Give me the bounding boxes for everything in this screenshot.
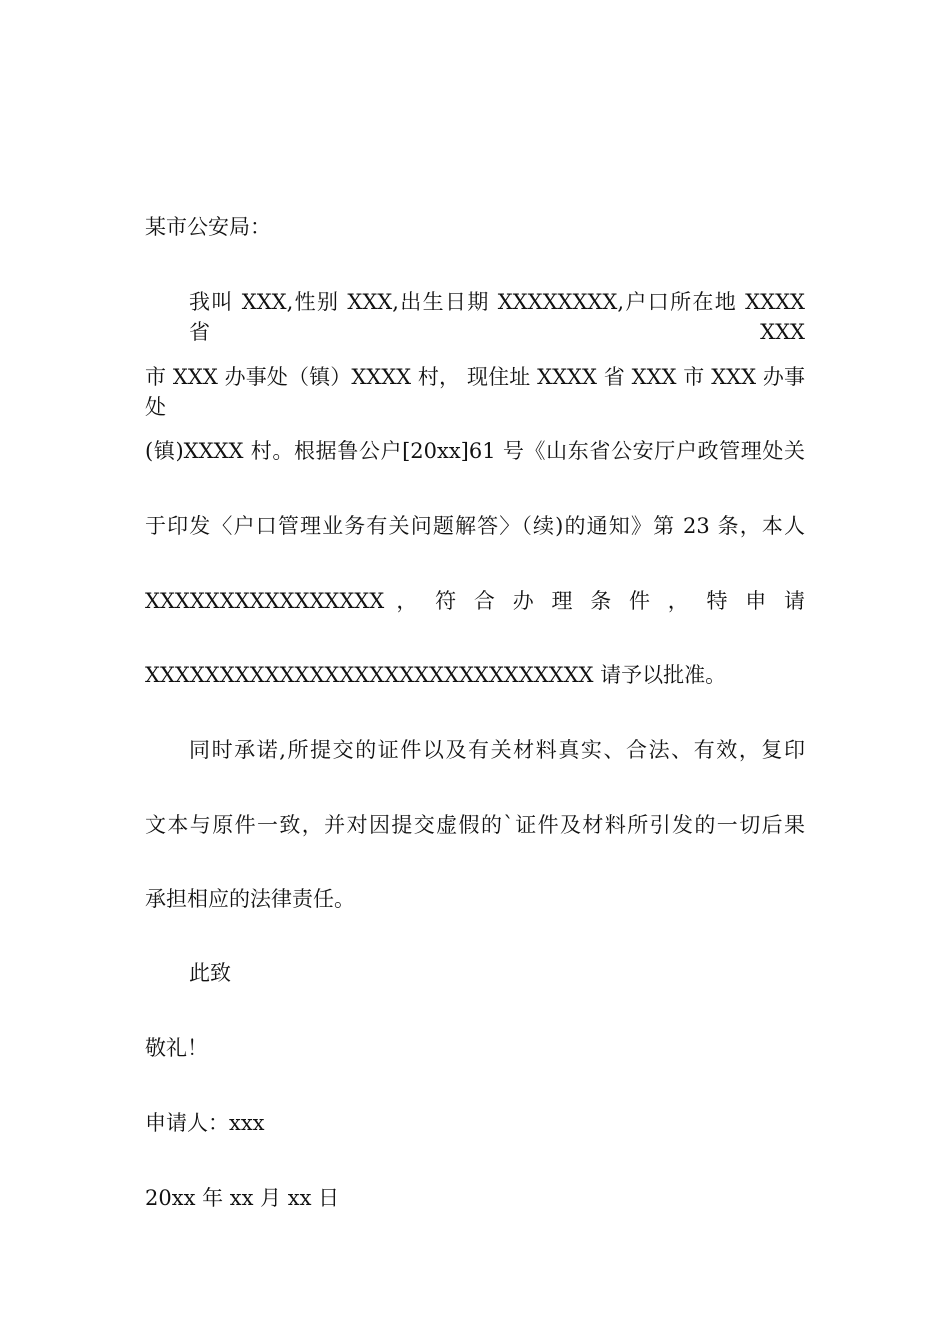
paragraph2-line2: 文本与原件一致，并对因提交虚假的`证件及材料所引发的一切后果: [145, 813, 805, 837]
paragraph1-line3: (镇)XXXX 村。根据鲁公户[20xx]61 号《山东省公安厅户政管理处关: [145, 439, 805, 463]
paragraph2-line3: 承担相应的法律责任。: [145, 887, 355, 911]
paragraph1-line4: 于印发〈户口管理业务有关问题解答〉（续)的通知》第 23 条，本人: [145, 514, 805, 538]
paragraph1-line5: XXXXXXXXXXXXXXXX ， 符 合 办 理 条 件 ， 特 申 请: [145, 589, 805, 613]
closing-jing-li: 敬礼！: [145, 1036, 208, 1060]
salutation: 某市公安局：: [145, 215, 271, 239]
applicant-signature: 申请人：xxx: [145, 1111, 265, 1135]
closing-ci-zhi: 此致: [189, 961, 231, 985]
paragraph1-line6: XXXXXXXXXXXXXXXXXXXXXXXXXXXXXX 请予以批准。: [145, 663, 727, 687]
paragraph2-line1: 同时承诺,所提交的证件以及有关材料真实、合法、有效，复印: [189, 738, 805, 762]
paragraph1-line2: 市 XXX 办事处（镇）XXXX 村， 现住址 XXXX 省 XXX 市 XXX 办事处: [145, 365, 805, 419]
date: 20xx 年 xx 月 xx 日: [145, 1186, 340, 1210]
paragraph1-line1: 我叫 XXX,性别 XXX,出生日期 XXXXXXXX,户口所在地 XXXX 省 XXX: [189, 290, 805, 344]
